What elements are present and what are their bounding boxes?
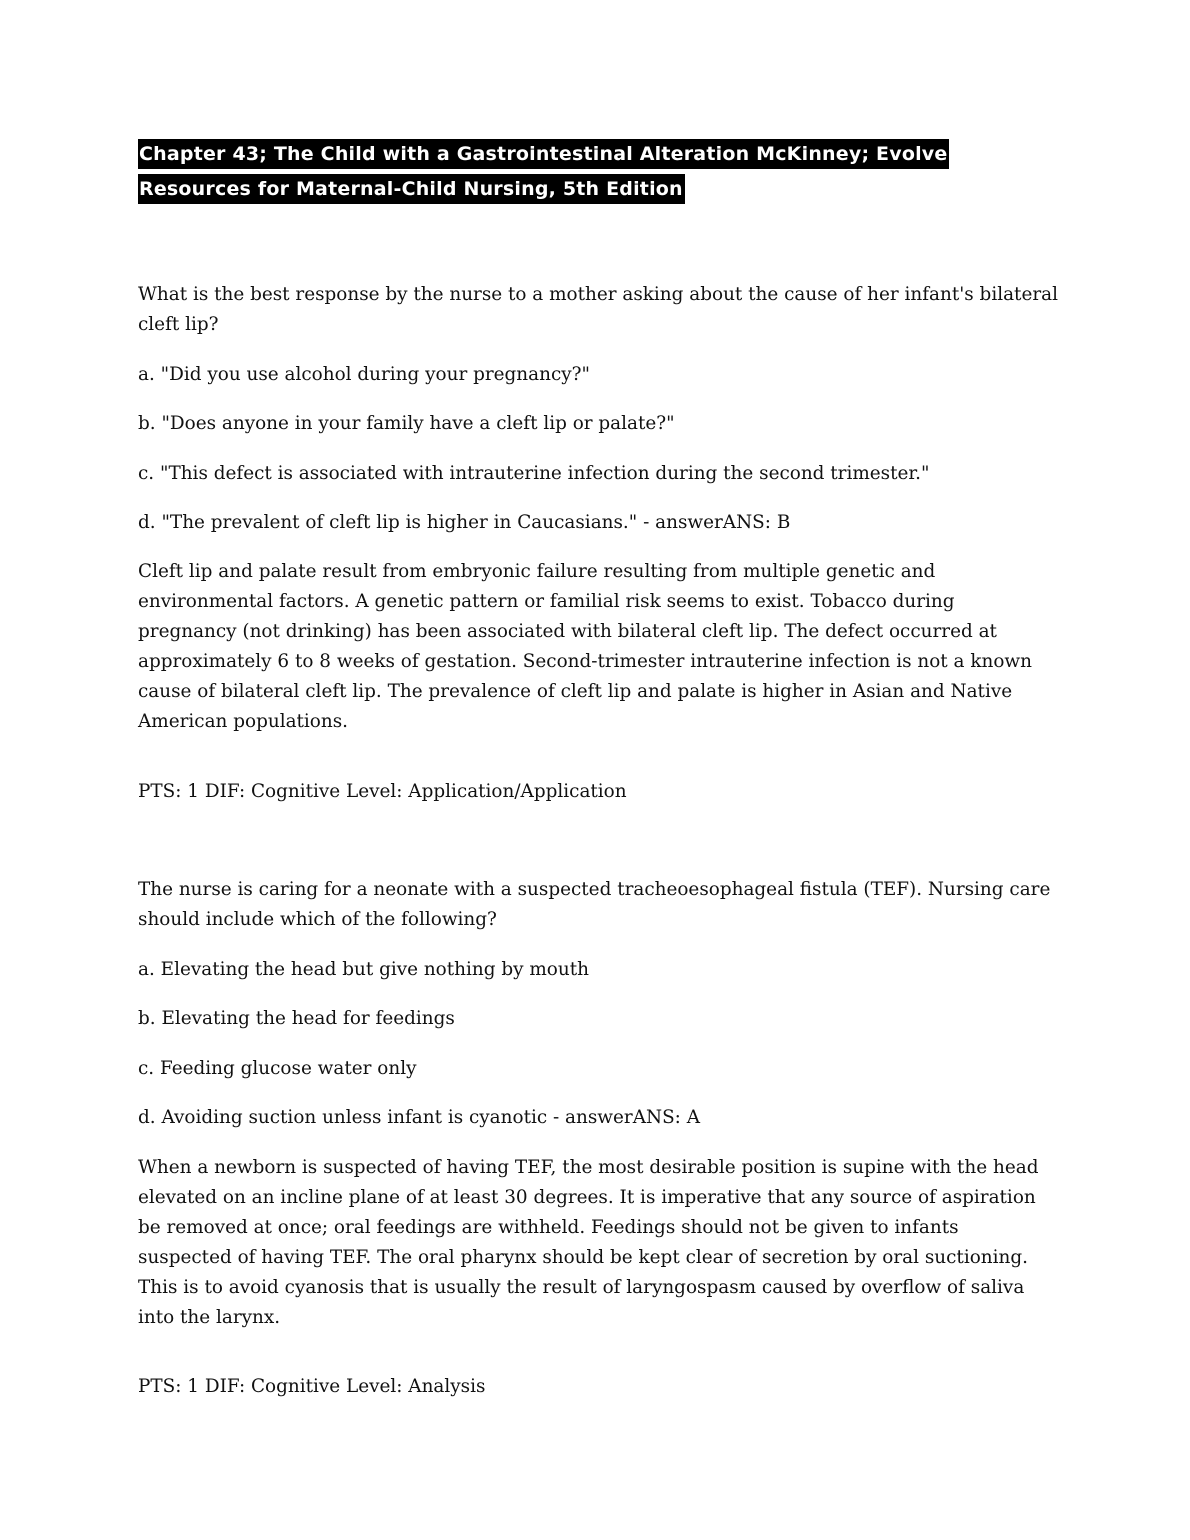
question-1-rationale: Cleft lip and palate result from embryonic failure resulting from multiple genetic and environmental factors. A genetic pattern or familial risk seems to exist. Tobacco during pregnancy (not drinking) has been associated with bilateral cleft lip. The defect occurred at approximately 6 to 8 weeks of gestation. Second-trimester intrauterine infection is not a known cause of bilateral cleft lip. The prevalence of cleft lip and palate is higher in Asian and Native American populations.	[138, 561, 1032, 732]
question-2-option-c: c. Feeding glucose water only	[138, 1058, 417, 1079]
question-2-meta: PTS: 1 DIF: Cognitive Level: Analysis	[138, 1376, 486, 1397]
question-1-option-b: b. "Does anyone in your family have a cleft lip or palate?"	[138, 413, 675, 434]
question-1-option-c: c. "This defect is associated with intrauterine infection during the second trimester."	[138, 463, 930, 484]
question-2-option-b: b. Elevating the head for feedings	[138, 1008, 455, 1029]
question-1-option-a: a. "Did you use alcohol during your pregnancy?"	[138, 364, 590, 385]
question-1-option-d-answer: d. "The prevalent of cleft lip is higher in Caucasians." - answerANS: B	[138, 512, 791, 533]
question-2-option-a: a. Elevating the head but give nothing by mouth	[138, 959, 589, 980]
chapter-title-line-2: Resources for Maternal-Child Nursing, 5th Edition	[138, 174, 685, 204]
chapter-title-line-1: Chapter 43; The Child with a Gastrointestinal Alteration McKinney; Evolve	[138, 139, 949, 169]
question-2-stem: The nurse is caring for a neonate with a suspected tracheoesophageal fistula (TEF). Nursing care should include which of the following?	[138, 879, 1051, 930]
question-1-meta: PTS: 1 DIF: Cognitive Level: Application/Application	[138, 781, 627, 802]
question-1-stem: What is the best response by the nurse to a mother asking about the cause of her infant's bilateral cleft lip?	[138, 284, 1058, 335]
question-2-option-d-answer: d. Avoiding suction unless infant is cyanotic - answerANS: A	[138, 1107, 701, 1128]
question-2-rationale: When a newborn is suspected of having TEF, the most desirable position is supine with the head elevated on an incline plane of at least 30 degrees. It is imperative that any source of aspiration be removed at once; oral feedings are withheld. Feedings should not be given to infants suspected of having TEF. The oral pharynx should be kept clear of secretion by oral suctioning. This is to avoid cyanosis that is usually the result of laryngospasm caused by overflow of saliva into the larynx.	[138, 1157, 1039, 1328]
